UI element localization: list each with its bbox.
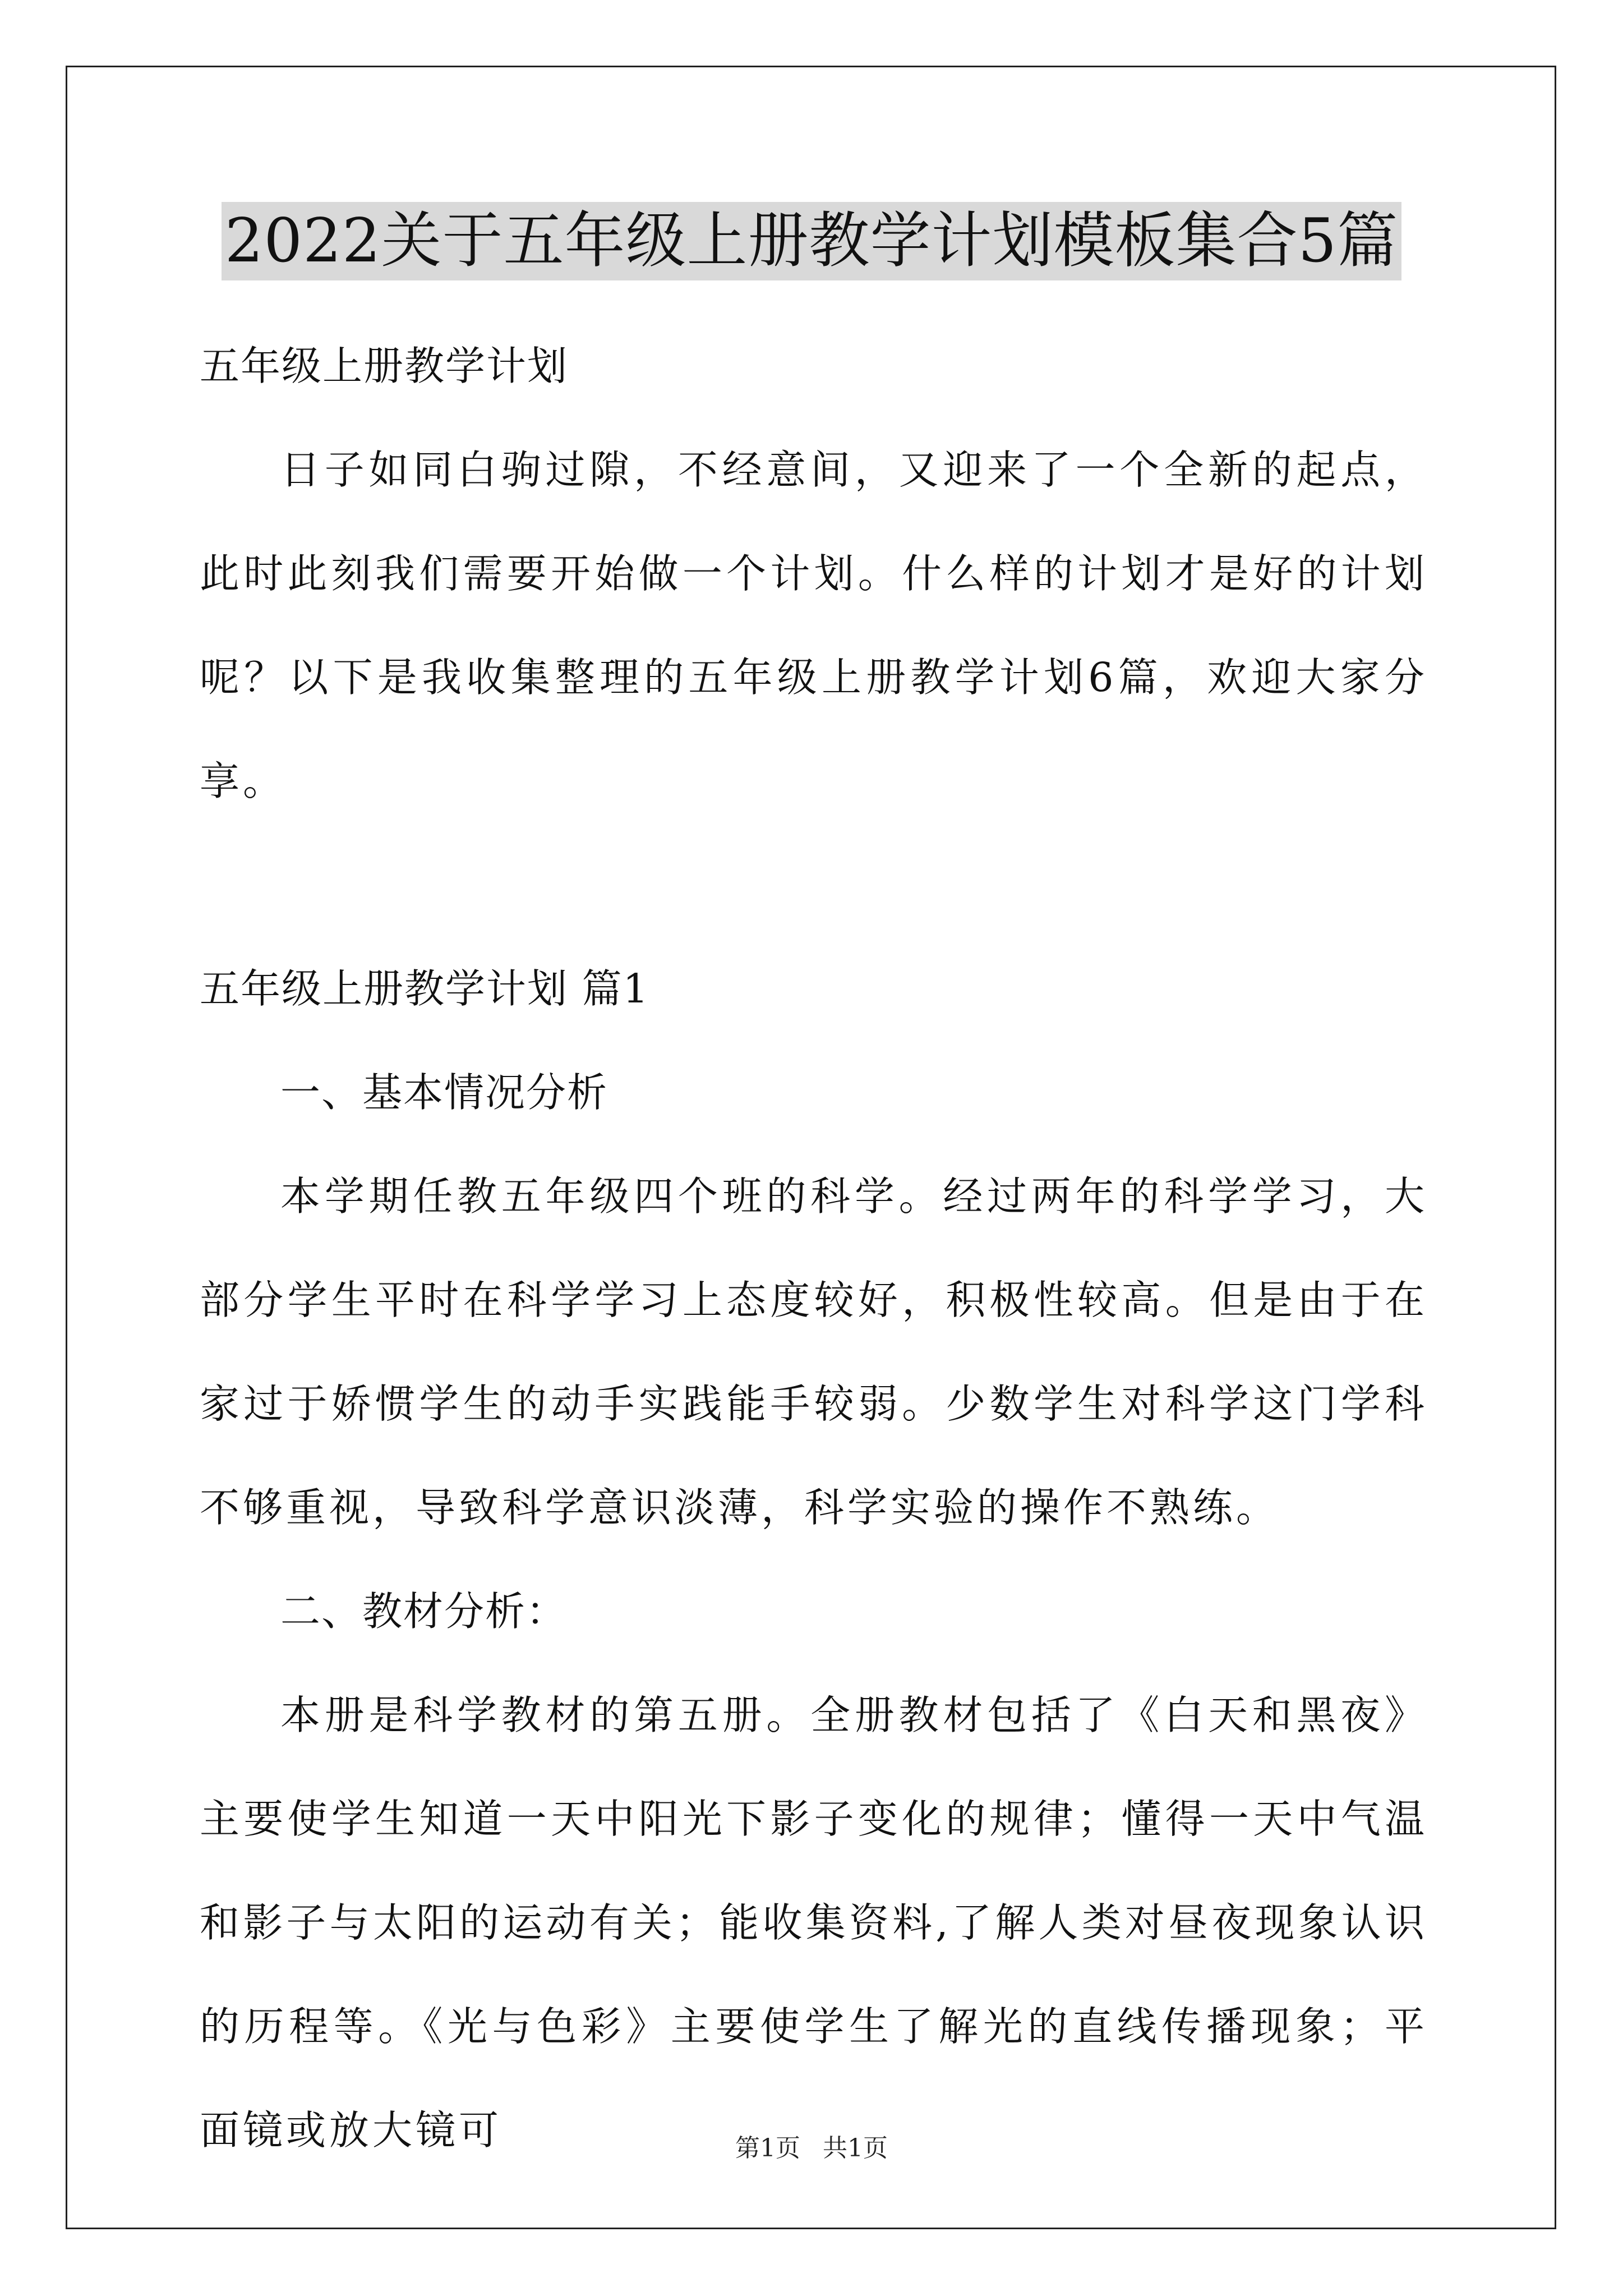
document-subtitle: 五年级上册教学计划 (200, 343, 569, 389)
title-container (0, 202, 1623, 280)
page-footer (0, 2132, 1623, 2165)
paragraph-textbook-analysis: 本册是科学教材的第五册。全册教材包括了《白天和黑夜》主要使学生知道一天中阳光下影子变化的规律；懂得一天中气温和影子与太阳的运动有关；能收集资料,了解人类对昼夜现象认识的历程等。《光与色彩》主要使学生了解光的直线传播现象；平面镜或放大镜可 (200, 1692, 1428, 2154)
heading-basic-analysis: 一、基本情况分析 (280, 1069, 608, 1116)
section-title: 五年级上册教学计划 篇1 (200, 965, 649, 1012)
spacer (200, 833, 1428, 937)
paragraph-basic-analysis: 本学期任教五年级四个班的科学。经过两年的科学学习，大部分学生平时在科学学习上态度较好，积极性较高。但是由于在家过于娇惯学生的动手实践能手较弱。少数学生对科学这门学科不够重视，导致科学意识淡薄，科学实验的操作不熟练。 (200, 1173, 1428, 1531)
document-body (200, 314, 1428, 2182)
intro-paragraph: 日子如同白驹过隙，不经意间，又迎来了一个全新的起点，此时此刻我们需要开始做一个计划。什么样的计划才是好的计划呢？以下是我收集整理的五年级上册教学计划6篇，欢迎大家分享。 (200, 447, 1428, 804)
page-number: 第1页 (735, 2134, 800, 2162)
heading-textbook-analysis: 二、教材分析： (280, 1588, 568, 1635)
document-title: 2022关于五年级上册教学计划模板集合5篇 (222, 202, 1402, 280)
page-total: 共1页 (823, 2134, 888, 2162)
